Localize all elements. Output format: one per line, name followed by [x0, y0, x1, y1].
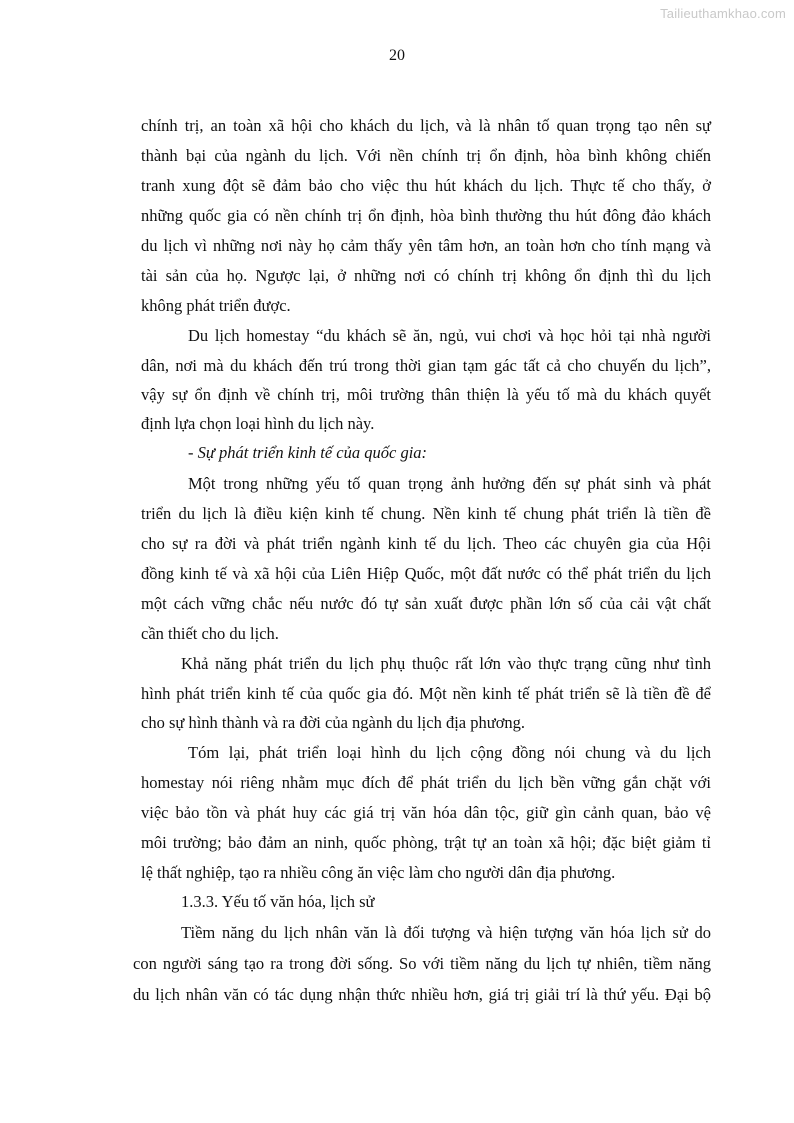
- text-line: du lịch nhân văn có tác dụng nhận thức nhiều hơn, giá trị giải trí là thứ yếu. Đại bộ: [133, 985, 711, 1004]
- text-line: định lựa chọn loại hình du lịch này.: [141, 414, 375, 433]
- text-line: đồng kinh tế và xã hội của Liên Hiệp Quốc, một đất nước có thể phát triển du lịch: [141, 564, 711, 583]
- text-line: con người sáng tạo ra trong đời sống. So với tiềm năng du lịch tự nhiên, tiềm năng: [133, 954, 711, 973]
- text-line: hình phát triển kinh tế của quốc gia đó. Một nền kinh tế phát triển sẽ là tiền đề để: [141, 684, 711, 703]
- text-line: Tóm lại, phát triển loại hình du lịch cộng đồng nói chung và du lịch: [188, 743, 711, 762]
- text-line: homestay nói riêng nhằm mục đích để phát triển du lịch bền vững gắn chặt với: [141, 773, 711, 792]
- text-line: tài sản của họ. Ngược lại, ở những nơi có chính trị không ổn định thì du lịch: [141, 266, 711, 285]
- text-line: tranh xung đột sẽ đảm bảo cho việc thu hút khách du lịch. Thực tế cho thấy, ở: [141, 176, 711, 195]
- text-line: dân, nơi mà du khách đến trú trong thời gian tạm gác tất cả cho chuyến du lịch”,: [141, 356, 711, 375]
- text-line: một cách vững chắc nếu nước đó tự sản xuất được phần lớn số của cải vật chất: [141, 594, 711, 613]
- watermark: Tailieuthamkhao.com: [660, 6, 786, 21]
- text-line: cần thiết cho du lịch.: [141, 624, 279, 643]
- text-line: vậy sự ổn định về chính trị, môi trường thân thiện là yếu tố mà du khách quyết: [141, 385, 711, 404]
- text-line: thành bại của ngành du lịch. Với nền chính trị ổn định, hòa bình không chiến: [141, 146, 711, 165]
- text-line: Du lịch homestay “du khách sẽ ăn, ngủ, vui chơi và học hỏi tại nhà người: [188, 326, 711, 345]
- text-line: Khả năng phát triển du lịch phụ thuộc rất lớn vào thực trạng cũng như tình: [181, 654, 711, 673]
- text-line: cho sự ra đời và phát triển ngành kinh tế du lịch. Theo các chuyên gia của Hội: [141, 534, 711, 553]
- text-line: chính trị, an toàn xã hội cho khách du lịch, và là nhân tố quan trọng tạo nên sự: [141, 116, 711, 135]
- text-line: triển du lịch là điều kiện kinh tế chung. Nền kinh tế chung phát triển là tiền đề: [141, 504, 711, 523]
- text-line: Một trong những yếu tố quan trọng ảnh hưởng đến sự phát sinh và phát: [188, 474, 711, 493]
- text-line: du lịch vì những nơi này họ cảm thấy yên tâm hơn, an toàn hơn cho tính mạng và: [141, 236, 711, 255]
- text-line: lệ thất nghiệp, tạo ra nhiều công ăn việc làm cho người dân địa phương.: [141, 863, 616, 882]
- text-line: không phát triển được.: [141, 296, 291, 315]
- text-line: môi trường; bảo đảm an ninh, quốc phòng, trật tự an toàn xã hội; đặc biệt giảm tỉ: [141, 833, 711, 852]
- text-line: những quốc gia có nền chính trị ổn định, hòa bình thường thu hút đông đảo khách: [141, 206, 711, 225]
- text-line: cho sự hình thành và ra đời của ngành du lịch địa phương.: [141, 713, 526, 732]
- text-line: việc bảo tồn và phát huy các giá trị văn hóa dân tộc, giữ gìn cảnh quan, bảo vệ: [141, 803, 711, 822]
- text-line: Tiềm năng du lịch nhân văn là đối tượng và hiện tượng văn hóa lịch sử do: [181, 923, 711, 942]
- section-heading: 1.3.3. Yếu tố văn hóa, lịch sử: [181, 892, 375, 911]
- page-number: 20: [389, 47, 405, 64]
- section-subheading: - Sự phát triển kinh tế của quốc gia:: [188, 443, 428, 462]
